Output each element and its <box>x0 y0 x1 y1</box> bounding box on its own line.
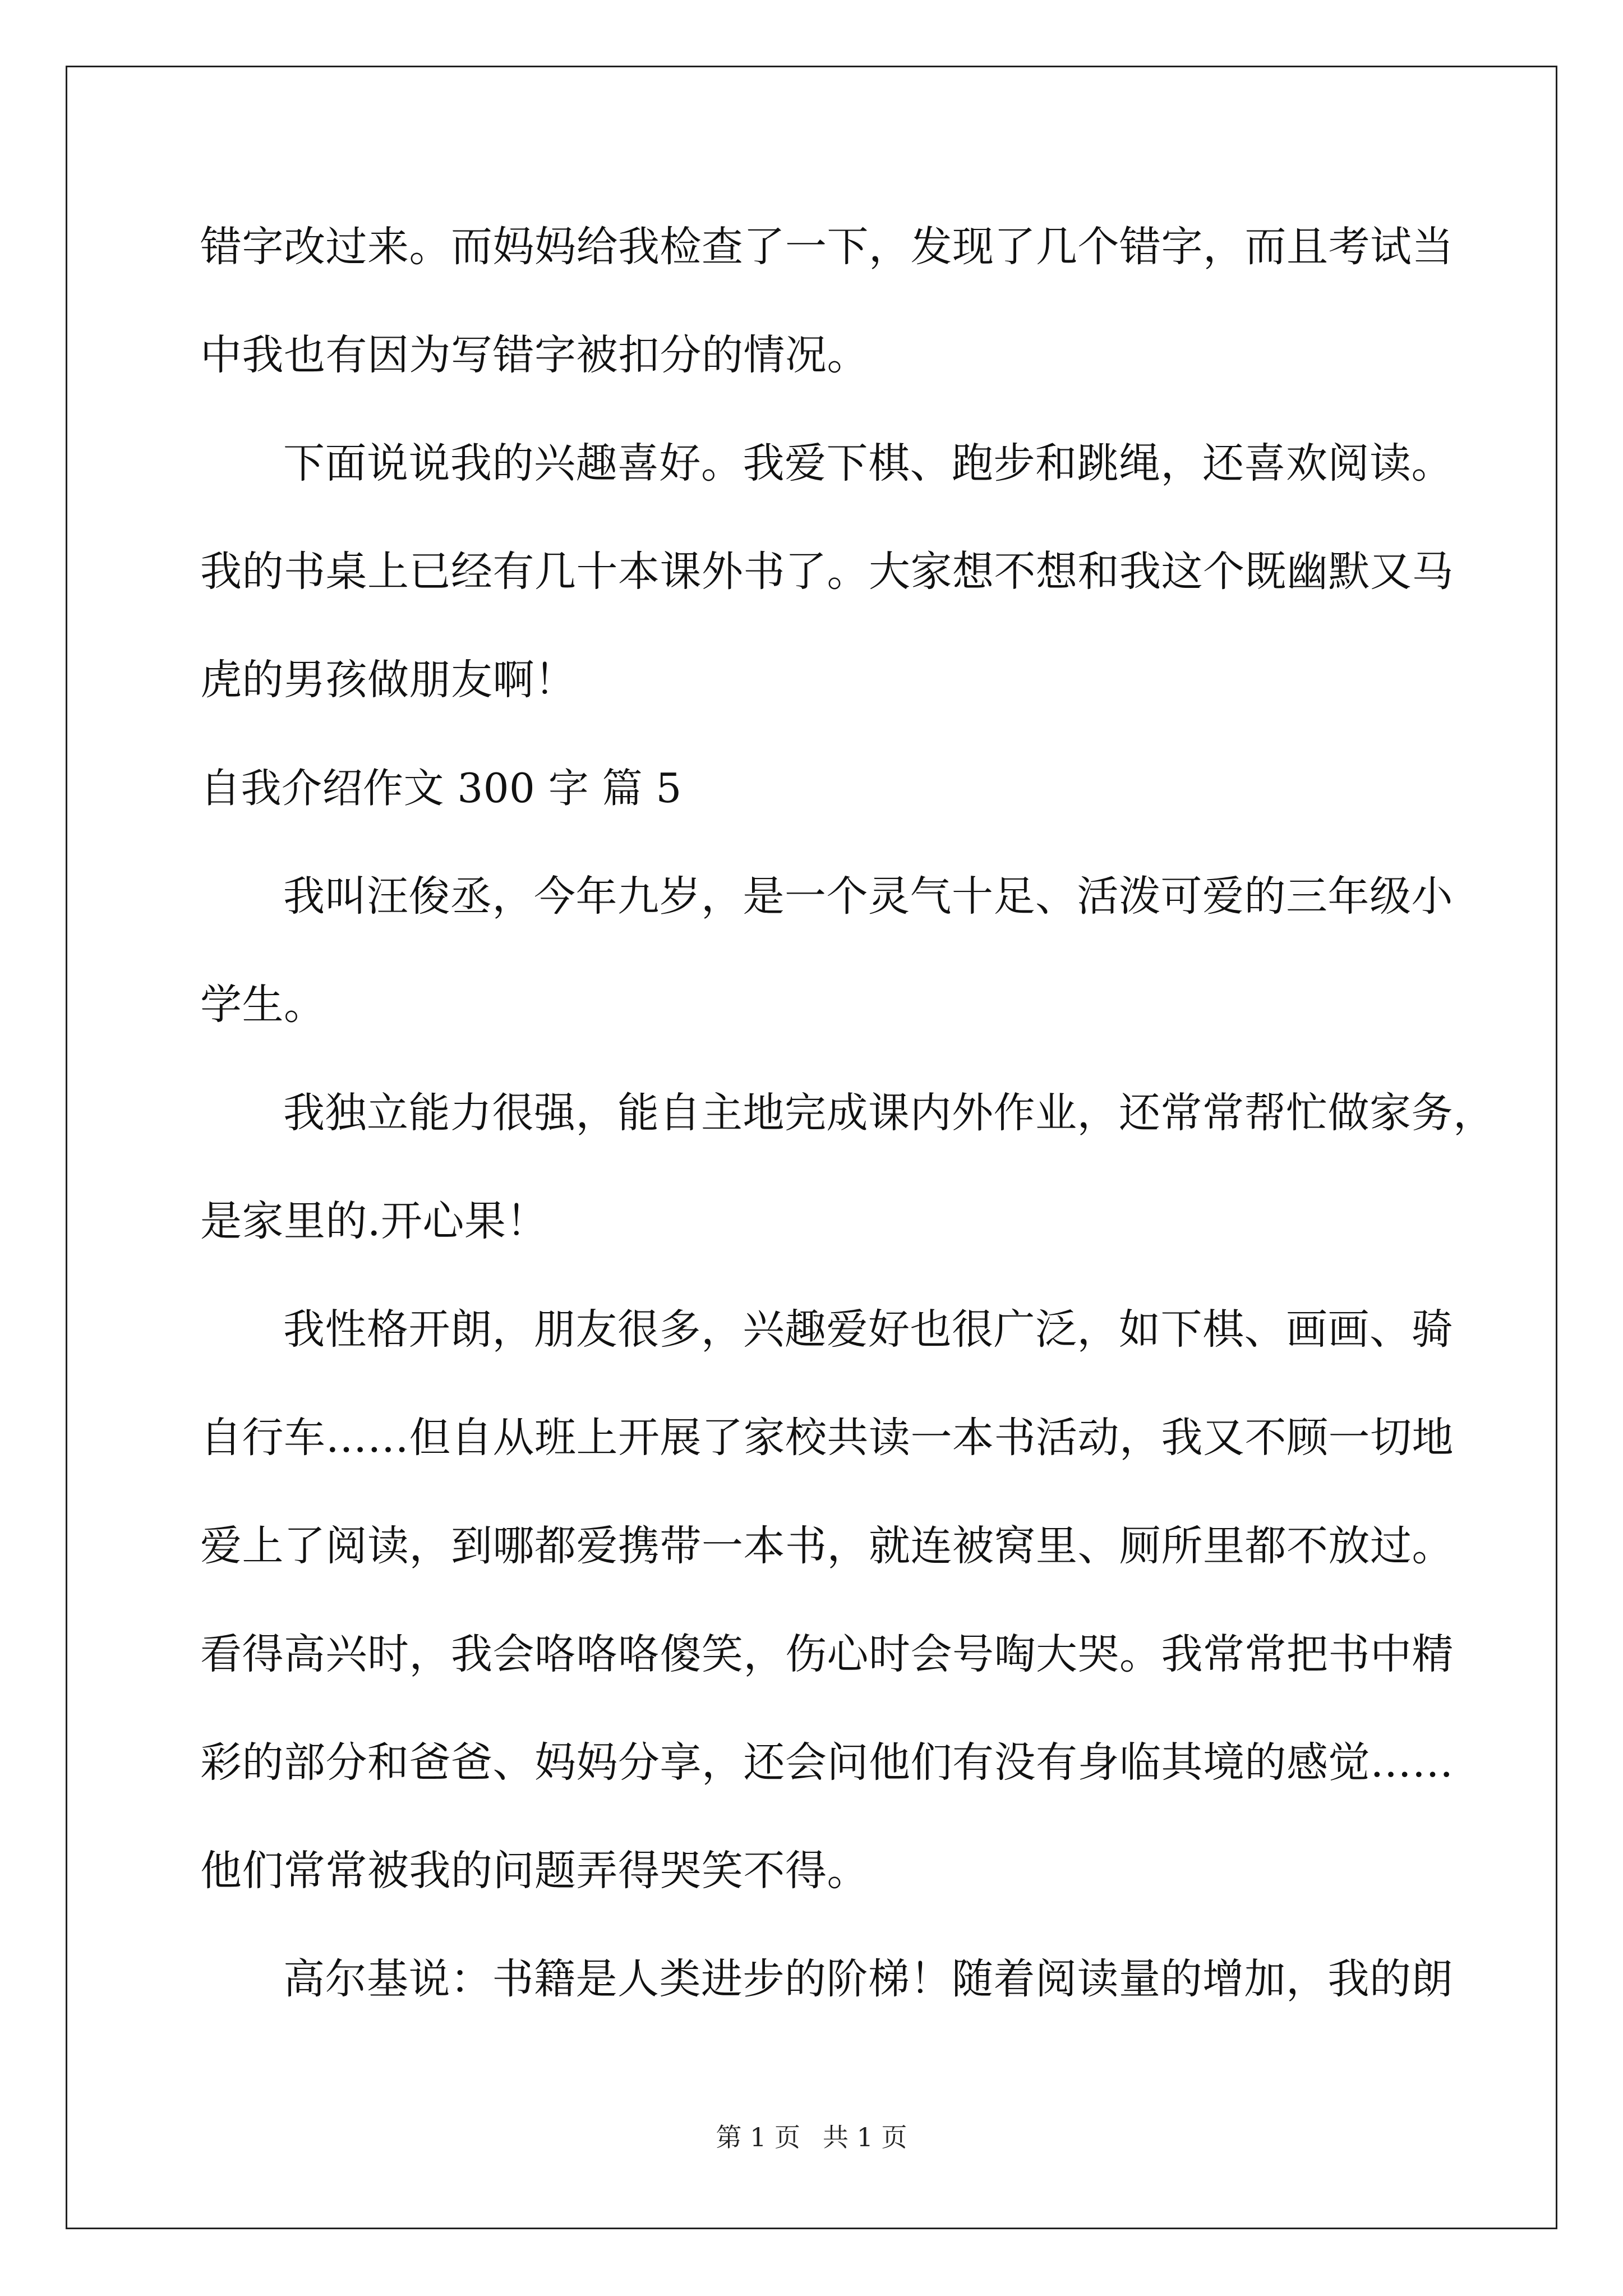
text-line: 爱上了阅读，到哪都爱携带一本书，就连被窝里、厕所里都不放过。 <box>200 1522 1454 1570</box>
page-current-label: 第 1 页 <box>716 2122 800 2152</box>
text-line: 错字改过来。而妈妈给我检查了一下，发现了几个错字，而且考试当 <box>200 223 1454 271</box>
page-border <box>66 66 1557 2229</box>
page-total-label: 共 1 页 <box>823 2122 907 2152</box>
paragraph-start-line: 高尔基说：书籍是人类进步的阶梯！随着阅读量的增加，我的朗 <box>283 1955 1453 2003</box>
text-line: 彩的部分和爸爸、妈妈分享，还会问他们有没有身临其境的感觉…… <box>200 1738 1454 1787</box>
text-line: 自行车……但自从班上开展了家校共读一本书活动，我又不顾一切地 <box>200 1414 1454 1462</box>
paragraph-start-line: 下面说说我的兴趣喜好。我爱下棋、跑步和跳绳，还喜欢阅读。 <box>283 439 1453 487</box>
section-heading: 自我介绍作文 300 字 篇 5 <box>200 765 682 812</box>
paragraph-start-line: 我独立能力很强，能自主地完成课内外作业，还常常帮忙做家务， <box>283 1089 1495 1137</box>
page-footer <box>0 2120 1623 2154</box>
text-line: 虎的男孩做朋友啊！ <box>200 656 577 704</box>
text-line: 看得高兴时，我会咯咯咯傻笑，伤心时会号啕大哭。我常常把书中精 <box>200 1630 1454 1678</box>
text-line: 我的书桌上已经有几十本课外书了。大家想不想和我这个既幽默又马 <box>200 547 1454 596</box>
text-line: 中我也有因为写错字被扣分的情况。 <box>200 331 869 379</box>
paragraph-start-line: 我叫汪俊丞，今年九岁，是一个灵气十足、活泼可爱的三年级小 <box>283 872 1453 921</box>
paragraph-start-line: 我性格开朗，朋友很多，兴趣爱好也很广泛，如下棋、画画、骑 <box>283 1305 1453 1354</box>
text-line: 是家里的.开心果！ <box>200 1197 548 1245</box>
text-line: 他们常常被我的问题弄得哭笑不得。 <box>200 1847 869 1895</box>
text-line: 学生。 <box>200 981 326 1029</box>
